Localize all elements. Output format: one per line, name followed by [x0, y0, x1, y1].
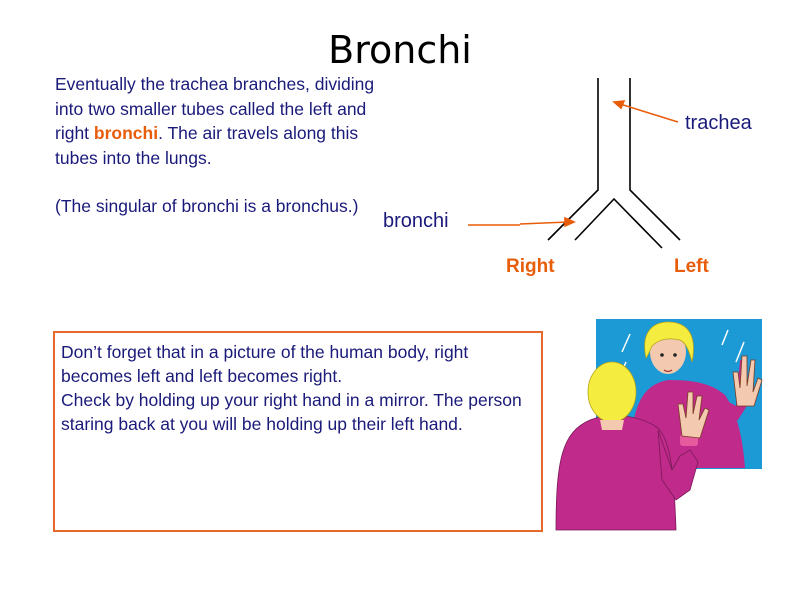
- bronchi-highlight: bronchi: [93, 123, 159, 143]
- intro-paragraph: Eventually the trachea branches, dividing into two smaller tubes called the left and right bronchi. The air travels along this tubes into the lungs.: [55, 74, 375, 168]
- trachea-label: trachea: [685, 112, 752, 134]
- note-line-2: Check by holding up your right hand in a mirror. The person staring back at you will be holding up their left hand.: [61, 390, 522, 434]
- left-label: Left: [674, 256, 709, 277]
- page-title: Bronchi: [328, 28, 472, 72]
- bronchi-label: bronchi: [383, 210, 449, 232]
- note-line-1: Don’t forget that in a picture of the human body, right becomes left and left becomes right.: [61, 342, 469, 386]
- right-label: Right: [506, 256, 555, 277]
- singular-note: (The singular of bronchi is a bronchus.): [55, 196, 359, 216]
